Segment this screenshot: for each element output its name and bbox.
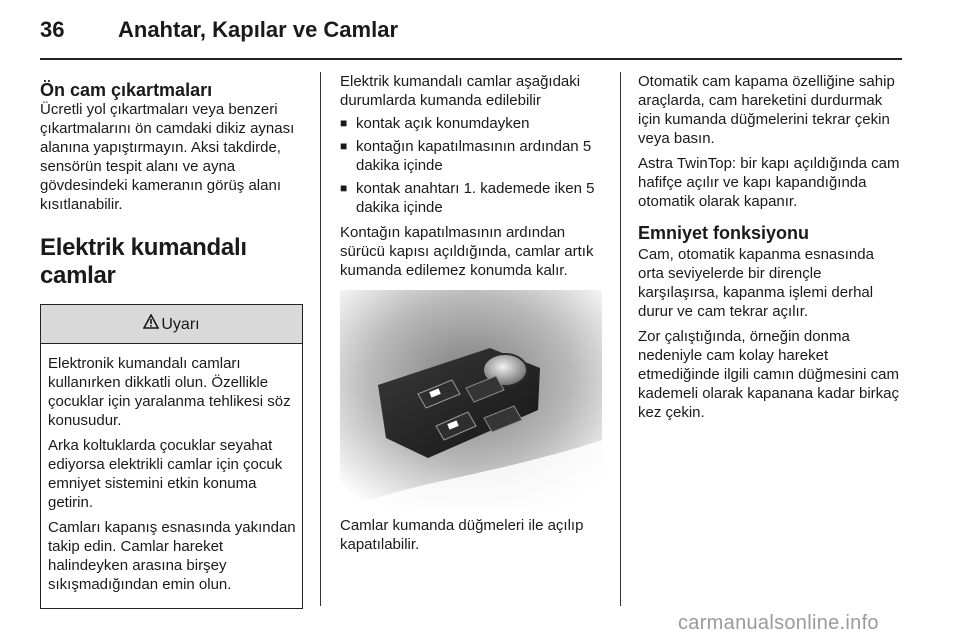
column-middle: [340, 72, 605, 560]
auto-close-text: Otomatik cam kapama özelliğine sahip araçlarda, cam hareketini durdurmak için kumanda düğmelerini tekrar çekin veya basın.: [638, 73, 895, 147]
column-divider-1: [320, 72, 321, 606]
windscreen-stickers-text: Ücretli yol çıkartmaları veya benzeri çıkartmalarını ön camdaki dikiz aynası alanına yapıştırmayın. Aksi takdirde, sensörün tespit alanı ve ayna gövdesindeki kameranın görüş alanı kısıtlanabilir.: [40, 101, 295, 213]
list-item: ■ kontak anahtarı 1. kademede iken 5 dakika içinde: [340, 180, 595, 216]
safety-function-text: Cam, otomatik kapanma esnasında orta seviyelerde bir dirençle karşılaşırsa, kapanma işlemi derhal durur ve cam tekrar açılır.: [638, 246, 874, 320]
column-right: [638, 72, 902, 428]
list-item: ■ kontağın kapatılmasının ardından 5 dakika içinde: [340, 138, 592, 174]
photo-caption: Camlar kumanda düğmeleri ile açılıp kapatılabilir.: [340, 517, 584, 553]
column-left: [40, 72, 304, 609]
conditions-list: [340, 114, 605, 217]
warning-paragraph: Camları kapanış esnasında yakından takip edin. Camlar hareket halindeyken arasına birşey sıkışmadığından emin olun.: [48, 519, 296, 593]
page-header: [40, 14, 902, 50]
warning-paragraph: Arka koltuklarda çocuklar seyahat ediyorsa elektrikli camlar için çocuk emniyet sistemini etkin konuma getirin.: [48, 437, 283, 511]
warning-box: [40, 304, 303, 609]
bullet-square-icon: ■: [340, 181, 348, 195]
section-title-power-windows: Elektrik kumandalı camlar: [40, 234, 247, 289]
header-divider: [40, 58, 902, 60]
warning-paragraph: Elektronik kumandalı camları kullanırken dikkatli olun. Özellikle çocuklar için yaralanma tehlikesi söz konusudur.: [48, 355, 291, 429]
warning-header: [41, 305, 302, 344]
chapter-title: Anahtar, Kapılar ve Camlar: [118, 17, 399, 42]
warning-body: [41, 344, 302, 608]
warning-triangle-icon: [143, 314, 159, 334]
window-switch-photo-icon: [340, 290, 602, 506]
section-title-windscreen-stickers: Ön cam çıkartmaları: [40, 80, 213, 100]
list-item: ■ kontak açık konumdayken: [340, 115, 530, 132]
bullet-square-icon: ■: [340, 116, 348, 130]
watermark: carmanualsonline.info: [678, 612, 879, 634]
frozen-window-text: Zor çalıştığında, örneğin donma nedeniyle cam kolay hareket etmediğinde ilgili camın düğmesini cam kademeli olarak kapanana kadar birkaç kez çekin.: [638, 328, 899, 421]
after-ignition-text: Kontağın kapatılmasının ardından sürücü kapısı açıldığında, camlar artık kumanda edilemez konumda kalır.: [340, 224, 594, 279]
page-number: 36: [40, 17, 65, 42]
power-windows-intro: Elektrik kumandalı camlar aşağıdaki durumlarda kumanda edilebilir: [340, 73, 581, 109]
bullet-square-icon: ■: [340, 139, 348, 153]
twintop-text: Astra TwinTop: bir kapı açıldığında cam hafifçe açılır ve kapı kapandığında otomatik olarak kapanır.: [638, 155, 900, 210]
column-divider-2: [620, 72, 621, 606]
warning-title: Uyarı: [161, 315, 200, 333]
section-title-safety-function: Emniyet fonksiyonu: [638, 223, 810, 243]
